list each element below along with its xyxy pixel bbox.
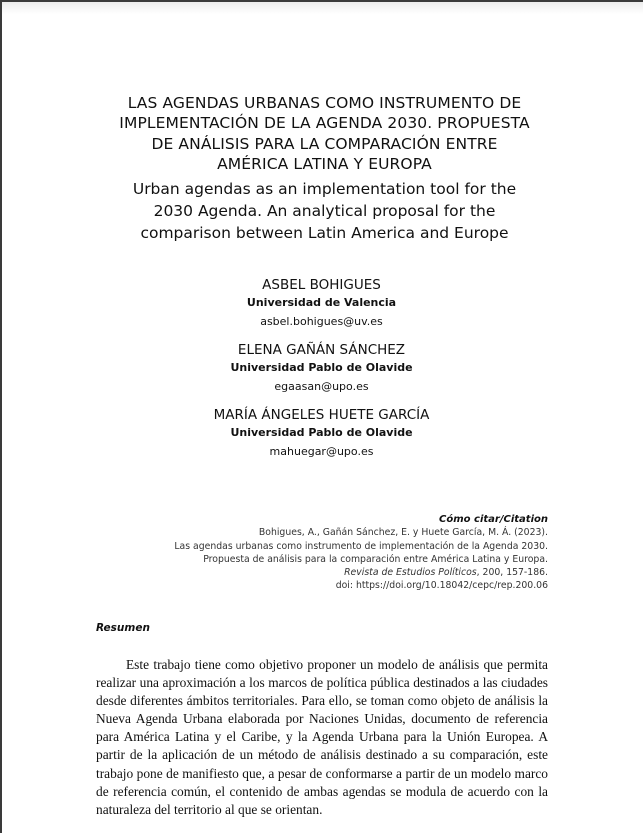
citation-title-line: Propuesta de análisis para la comparación entre América Latina y Europa. [203, 553, 548, 565]
author-email[interactable]: egaasan@upo.es [274, 380, 369, 393]
citation-block [128, 513, 548, 593]
abstract-heading: Resumen [96, 622, 150, 634]
author-name: MARÍA ÁNGELES HUETE GARCÍA [213, 407, 430, 423]
title-en-line: 2030 Agenda. An analytical proposal for the [153, 202, 496, 220]
citation-heading: Cómo citar/Citation [439, 514, 548, 525]
title-es-line: AMÉRICA LATINA Y EUROPA [217, 154, 432, 173]
author-block [0, 406, 643, 462]
author-affiliation: Universidad de Valencia [246, 296, 397, 309]
author-name: ASBEL BOHIGUES [262, 277, 381, 293]
article-title-english [60, 178, 589, 244]
title-es-line: DE ANÁLISIS PARA LA COMPARACIÓN ENTRE [151, 134, 498, 153]
author-block [0, 341, 643, 397]
title-es-line: LAS AGENDAS URBANAS COMO INSTRUMENTO DE [127, 94, 522, 112]
abstract-text: Este trabajo tiene como objetivo proponer un modelo de análisis que permita realizar una aproximación a los marcos de política pública destinados a las ciudades desde diferentes ámbitos territoriales. Para ello, se toman como objeto de análisis la Nueva Agenda Urbana elaborada por Naciones Unidas, documento de referencia para América Latina y el Caribe, y la Agenda Urbana para la Unión Europea. A partir de la aplicación de un método de análisis destinado a su comparación, este trabajo pone de manifiesto que, a pesar de conformarse a partir de un modelo marco de referencia común, el contenido de ambas agendas se modula de acuerdo con la naturaleza del territorio al que se orientan. [96, 657, 548, 817]
author-name: ELENA GAÑÁN SÁNCHEZ [237, 342, 406, 358]
title-en-line: Urban agendas as an implementation tool for the [132, 180, 517, 198]
title-es-line: IMPLEMENTACIÓN DE LA AGENDA 2030. PROPUESTA [119, 114, 530, 133]
citation-volume-pages: , 200, 157-186. [476, 567, 548, 579]
citation-doi[interactable]: doi: https://doi.org/10.18042/cepc/rep.200.06 [335, 580, 548, 592]
title-en-line: comparison between Latin America and Europe [140, 224, 509, 242]
author-affiliation: Universidad Pablo de Olavide [230, 426, 413, 439]
author-email[interactable]: mahuegar@upo.es [269, 445, 374, 458]
citation-title-line: Las agendas urbanas como instrumento de implementación de la Agenda 2030. [174, 540, 548, 552]
citation-authors: Bohigues, A., Gañán Sánchez, E. y Huete García, M. Á. (2023). [258, 527, 548, 539]
citation-journal: Revista de Estudios Políticos [344, 567, 477, 579]
author-list [0, 276, 643, 471]
author-block [0, 276, 643, 332]
author-email[interactable]: asbel.bohigues@uv.es [260, 315, 383, 328]
author-affiliation: Universidad Pablo de Olavide [230, 361, 413, 374]
citation-source [128, 566, 548, 579]
article-title-spanish [60, 93, 589, 174]
